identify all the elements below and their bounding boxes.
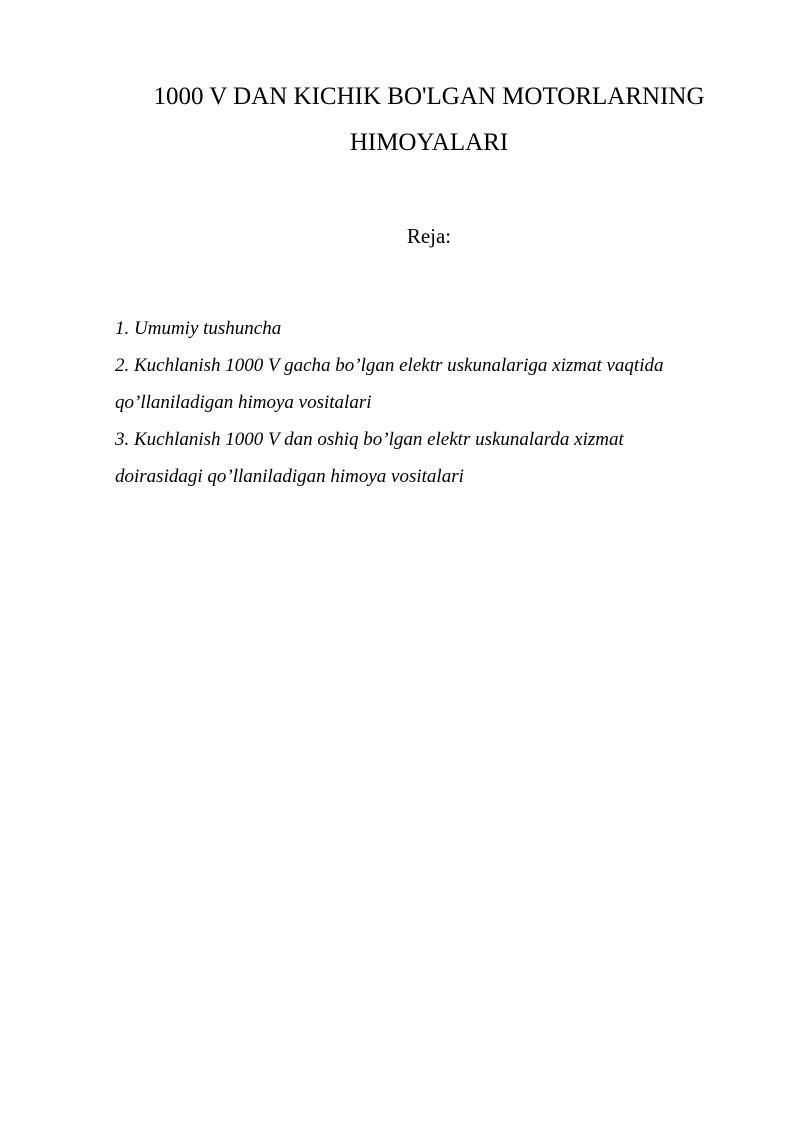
plan-item-3-line-2: doirasidagi qo’llaniladigan himoya vositalari xyxy=(115,466,464,487)
title-line-2: HIMOYALARI xyxy=(349,129,509,156)
plan-item-1-line-1: 1. Umumiy tushuncha xyxy=(115,318,282,339)
plan-item-2 xyxy=(115,347,755,421)
plan-item-1 xyxy=(115,310,755,347)
plan-item-3 xyxy=(115,421,755,495)
plan-item-3-line-1: 3. Kuchlanish 1000 V dan oshiq bo’lgan elektr uskunalarda xizmat xyxy=(115,429,624,450)
plan-item-2-line-2: qo’llaniladigan himoya vositalari xyxy=(115,392,372,413)
title-line-1: 1000 V DAN KICHIK BO'LGAN MOTORLARNING xyxy=(153,83,705,110)
page-title xyxy=(115,74,743,166)
plan-item-2-line-1: 2. Kuchlanish 1000 V gacha bo’lgan elektr uskunalariga xizmat vaqtida xyxy=(115,355,664,376)
plan-list xyxy=(115,310,755,495)
plan-heading: Reja: xyxy=(406,224,452,248)
